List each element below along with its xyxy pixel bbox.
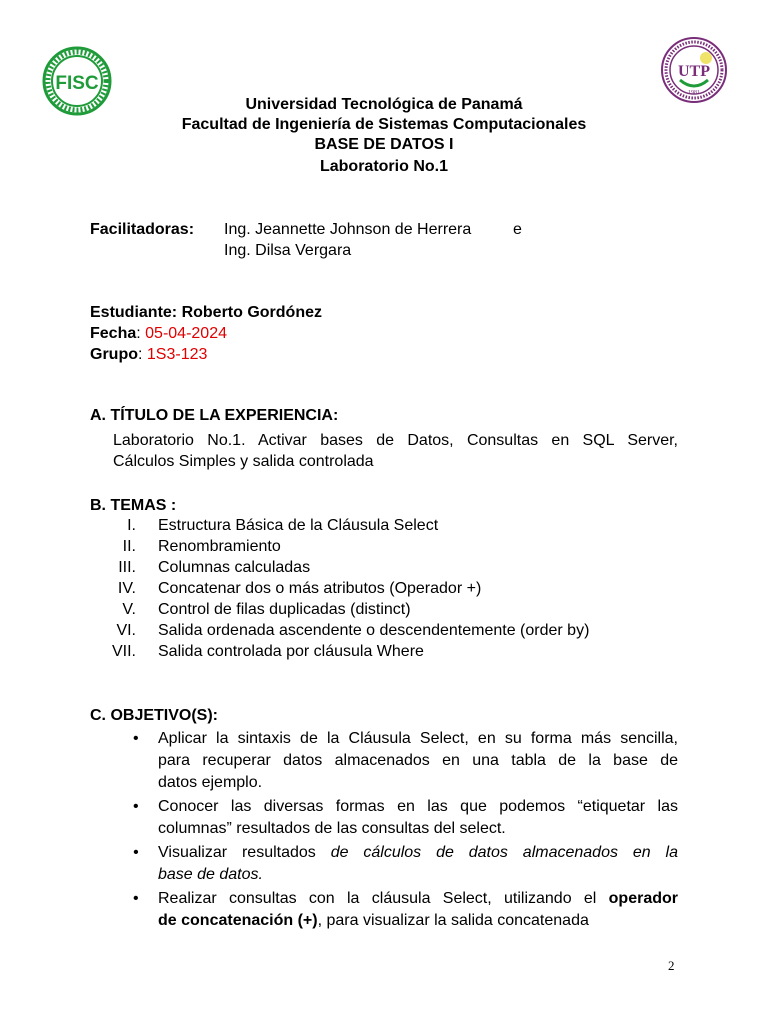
section-a-heading: A. TÍTULO DE LA EXPERIENCIA: bbox=[90, 407, 339, 424]
facilitator-conjunction: e bbox=[513, 221, 522, 238]
topic-item: Control de filas duplicadas (distinct) bbox=[158, 601, 411, 618]
course-title: BASE DE DATOS I bbox=[314, 136, 454, 153]
topic-number: III. bbox=[118, 559, 136, 576]
bullet-icon: • bbox=[133, 844, 139, 861]
objective-4-text-2: , para visualizar la salida concatenada bbox=[317, 912, 589, 929]
facilitator-name-1: Ing. Jeannette Johnson de Herrera bbox=[224, 221, 472, 238]
objectives-list bbox=[0, 728, 768, 938]
objective-4-bold-2: de concatenación (+) bbox=[158, 912, 318, 929]
group-value: 1S3-123 bbox=[146, 346, 208, 363]
bullet-icon: • bbox=[133, 730, 139, 747]
topic-item: Renombramiento bbox=[158, 538, 281, 555]
objective-4-line-1 bbox=[158, 888, 678, 909]
fisc-logo-text: FISC bbox=[55, 73, 99, 94]
topic-number: VII. bbox=[111, 643, 136, 660]
topic-item: Columnas calculadas bbox=[158, 559, 311, 576]
objective-2-line-1: Conocer las diversas formas en las que podemos “etiquetar las bbox=[158, 798, 678, 815]
bullet-icon: • bbox=[133, 798, 139, 815]
facilitator-name-2: Ing. Dilsa Vergara bbox=[224, 242, 352, 259]
topic-item: Estructura Básica de la Cláusula Select bbox=[158, 517, 439, 534]
lab-title: Laboratorio No.1 bbox=[319, 158, 448, 175]
facilitators-label: Facilitadoras: bbox=[90, 221, 195, 238]
page-number: 2 bbox=[668, 958, 675, 973]
topics-list bbox=[0, 515, 768, 665]
objective-1-line-2: para recuperar datos almacenados en una tabla de la base de bbox=[158, 752, 678, 769]
student-line: Estudiante: Roberto Gordónez bbox=[90, 304, 322, 321]
topic-number: II. bbox=[122, 538, 136, 555]
section-b-heading: B. TEMAS : bbox=[90, 497, 177, 514]
section-a-line-1: Laboratorio No.1. Activar bases de Datos, Consultas en SQL Server, bbox=[113, 432, 678, 449]
section-a-line-2: Cálculos Simples y salida controlada bbox=[113, 453, 374, 470]
topic-item: Salida ordenada ascendente o descendentemente (order by) bbox=[158, 622, 590, 639]
objective-3-italic: de cálculos de datos almacenados en la bbox=[330, 844, 679, 861]
section-c-heading: C. OBJETIVO(S): bbox=[90, 707, 219, 724]
group-label: Grupo bbox=[90, 346, 138, 363]
topic-item: Concatenar dos o más atributos (Operador +) bbox=[158, 580, 482, 597]
objective-4-text: Realizar consultas con la cláusula Select, utilizando el bbox=[158, 890, 609, 907]
utp-seal-logo bbox=[660, 36, 728, 104]
objective-4-line-2 bbox=[158, 910, 678, 931]
utp-logo-year: 1981 bbox=[688, 90, 700, 96]
objective-3-line-2: base de datos. bbox=[158, 866, 263, 883]
utp-logo-text: UTP bbox=[678, 63, 710, 80]
date-label: Fecha bbox=[90, 325, 137, 342]
objective-3-line-1 bbox=[158, 842, 678, 863]
topic-number: I. bbox=[127, 517, 136, 534]
topic-number: VI. bbox=[116, 622, 136, 639]
group-line: Grupo: 1S3-123 bbox=[90, 346, 208, 363]
objective-3-text: Visualizar resultados bbox=[158, 844, 331, 861]
topic-number: V. bbox=[122, 601, 136, 618]
objective-1-line-1: Aplicar la sintaxis de la Cláusula Select, en su forma más sencilla, bbox=[158, 730, 678, 747]
topic-item: Salida controlada por cláusula Where bbox=[158, 643, 424, 660]
university-title: Universidad Tecnológica de Panamá bbox=[245, 96, 523, 113]
objective-2-line-2: columnas” resultados de las consultas del select. bbox=[158, 820, 506, 837]
date-line: Fecha: 05-04-2024 bbox=[90, 325, 227, 342]
date-value: 05-04-2024 bbox=[145, 325, 227, 342]
objective-1-line-3: datos ejemplo. bbox=[158, 774, 263, 791]
objective-4-bold: operador bbox=[608, 890, 678, 907]
bullet-icon: • bbox=[133, 890, 139, 907]
faculty-title: Facultad de Ingeniería de Sistemas Computacionales bbox=[181, 116, 587, 133]
topic-number: IV. bbox=[117, 580, 136, 597]
